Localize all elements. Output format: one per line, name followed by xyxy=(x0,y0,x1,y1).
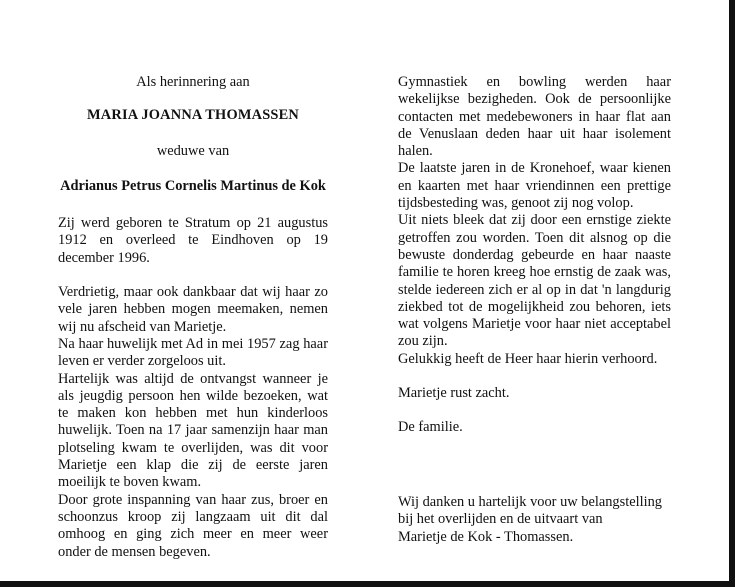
rest-line: Marietje rust zacht. xyxy=(398,385,510,402)
left-paragraph-2: Na haar huwelijk met Ad in mei 1957 zag haar leven er verder zorgeloos uit. xyxy=(58,335,328,370)
right-paragraph-4: Gelukkig heeft de Heer haar hierin verhoord. xyxy=(398,350,658,367)
deceased-name: MARIA JOANNA THOMASSEN xyxy=(86,107,300,124)
right-paragraph-3: Uit niets bleek dat zij door een ernstige ziekte getroffen zou worden. Toen dit alsnog op die bewuste donderdag gebeurde en haar naaste familie te horen kreeg hoe ernstig de zaak was, stelde iedereen zich er al op in dat 'n langdurig ziekbed tot de mogelijkheid zou behoren, iets wat volgens Marietje voor haar niet acceptabel zou zijn. xyxy=(398,212,671,350)
thanks-line-1: Wij danken u hartelijk voor uw belangstelling xyxy=(398,494,662,510)
relation-line: weduwe van xyxy=(156,142,230,159)
spouse-name: Adrianus Petrus Cornelis Martinus de Kok xyxy=(60,177,326,194)
right-paragraph-1: Gymnastiek en bowling werden haar wekelijkse bezigheden. Ook de persoonlijke contacten met medebewoners in haar flat aan de Venuslaan deden haar uit haar isolement halen. xyxy=(398,74,671,160)
intro-line: Als herinnering aan xyxy=(136,74,250,90)
left-paragraph-1: Verdrietig, maar ook dankbaar dat wij haar zo vele jaren hebben mogen meemaken, nemen wij nu afscheid van Marietje. xyxy=(58,284,328,335)
left-column xyxy=(58,74,328,561)
left-paragraph-4: Door grote inspanning van haar zus, broer en schoonzus kroop zij langzaam uit dit dal omhoog en ging zich meer en meer weer onder de mensen begeven. xyxy=(58,491,328,560)
right-paragraph-2: De laatste jaren in de Kronehoef, waar kienen en kaarten met haar vriendinnen een prettige tijdsbesteding was, genoot zij nog volop. xyxy=(398,160,671,212)
family-line: De familie. xyxy=(398,419,463,436)
thanks-line-2: bij het overlijden en de uitvaart van xyxy=(398,511,603,528)
thanks-block xyxy=(398,494,671,546)
birth-paragraph: Zij werd geboren te Stratum op 21 augustus 1912 en overleed te Eindhoven op 19 december 1996. xyxy=(58,215,328,266)
left-paragraph-3: Hartelijk was altijd de ontvangst wanneer je als jeugdig persoon hen wilde bezoeken, wat te maken kon hebben met hun kinderloos huwelijk. Toen na 17 jaar samenzijn haar man plotseling kwam te overlijden, was dit voor Marietje een klap die zij de eerste jaren moeilijk te boven kwam. xyxy=(58,370,328,491)
right-column xyxy=(398,74,671,437)
thanks-line-3: Marietje de Kok - Thomassen. xyxy=(398,528,574,545)
